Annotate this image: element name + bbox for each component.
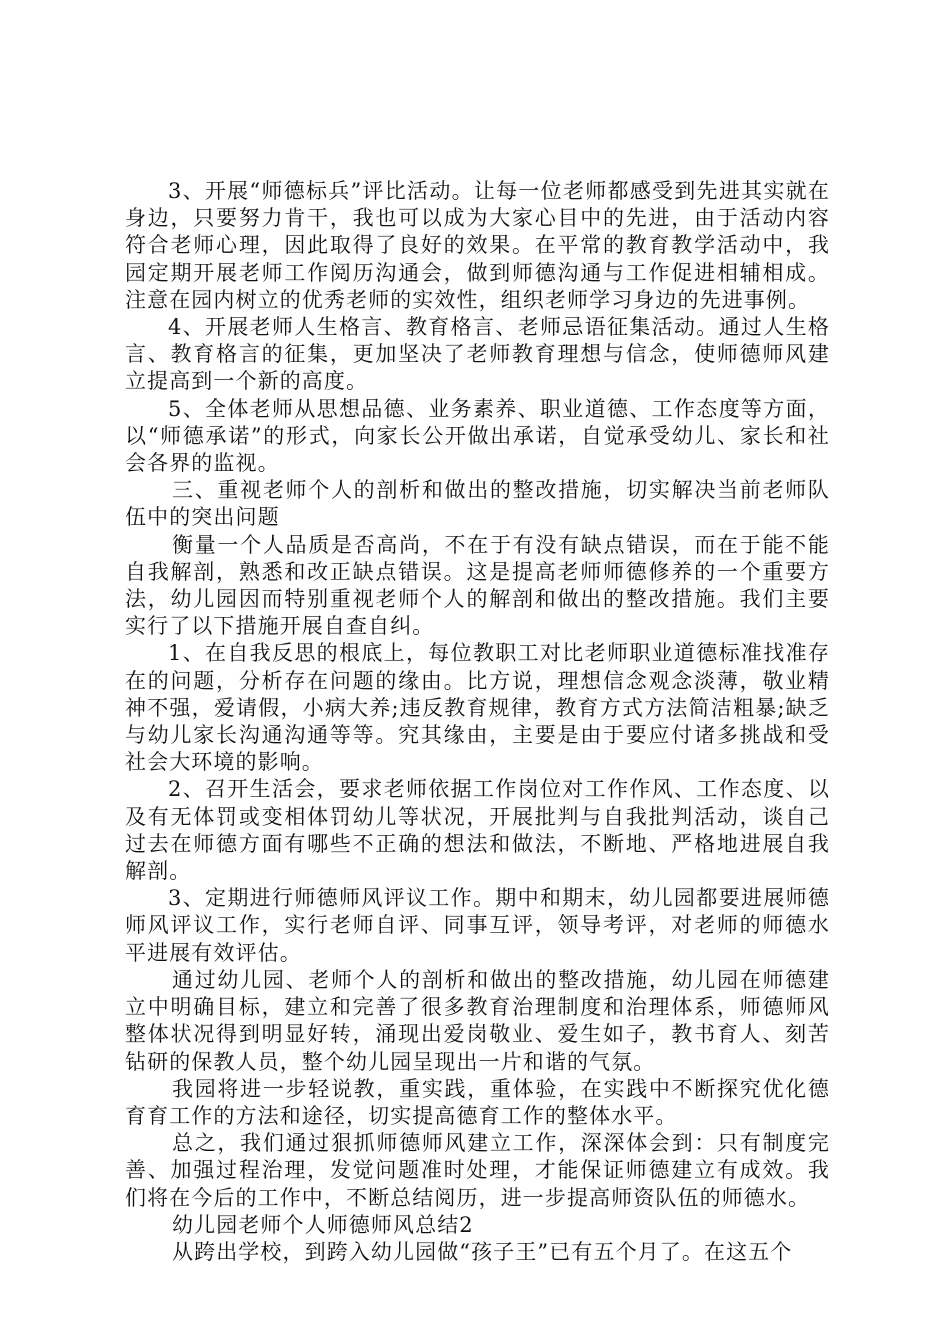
paragraph-3: 5、全体老师从思想品德、业务素养、职业道德、工作态度等方面，以“师德承诺”的形式，向家长公开做出承诺，自觉承受幼儿、家长和社会各界的监视。 (125, 396, 830, 476)
paragraph-11: 总之，我们通过狠抓师德师风建立工作，深深体会到：只有制度完善、加强过程治理，发觉问题准时处理，才能保证师德建立有成效。我们将在今后的工作中，不断总结阅历，进一步提高师资队伍的师德水。 (125, 1131, 830, 1210)
paragraph-2: 4、开展老师人生格言、教育格言、老师忌语征集活动。通过人生格言、教育格言的征集，更加坚决了老师教育理想与信念，使师德师风建立提高到一个新的高度。 (125, 315, 830, 394)
paragraph-5: 衡量一个人品质是否高尚，不在于有没有缺点错误，而在于能不能自我解剖，熟悉和改正缺点错误。这是提高老师师德修养的一个重要方法，幼儿园因而特别重视老师个人的解剖和做出的整改措施。我们主要实行了以下措施开展自查自纠。 (125, 532, 830, 639)
paragraph-10: 我园将进一步轻说教，重实践，重体验，在实践中不断探究优化德育育工作的方法和途径，切实提高德育工作的整体水平。 (125, 1076, 830, 1128)
section-heading-3: 三、重视老师个人的剖析和做出的整改措施，切实解决当前老师队伍中的突出问题 (125, 478, 830, 530)
document-body (125, 178, 830, 1266)
paragraph-9: 通过幼儿园、老师个人的剖析和做出的整改措施，幼儿园在师德建立中明确目标，建立和完善了很多教育治理制度和治理体系，师德师风整体状况得到明显好转，涌现出爱岗敬业、爱生如子，教书育人、刻苦钻研的保教人员，整个幼儿园呈现出一片和谐的气氛。 (125, 967, 830, 1074)
paragraph-1: 3、开展“师德标兵”评比活动。让每一位老师都感受到先进其实就在身边，只要努力肯干，我也可以成为大家心目中的先进，由于活动内容符合老师心理，因此取得了良好的效果。在平常的教育教学活动中，我园定期开展老师工作阅历沟通会，做到师德沟通与工作促进相辅相成。注意在园内树立的优秀老师的实效性，组织老师学习身边的先进事例。 (125, 179, 830, 312)
paragraph-6: 1、在自我反思的根底上，每位教职工对比老师职业道德标准找准存在的问题，分析存在问题的缘由。比方说，理想信念观念淡薄，敬业精神不强，爱请假，小病大养;违反教育规律，教育方式方法简洁粗暴;缺乏与幼儿家长沟通沟通等等。究其缘由，主要是由于要应付诸多挑战和受社会大环境的影响。 (125, 641, 830, 775)
paragraph-7: 2、召开生活会，要求老师依据工作岗位对工作作风、工作态度、以及有无体罚或变相体罚幼儿等状况，开展批判与自我批判活动，谈自己过去在师德方面有哪些不正确的想法和做法，不断地、严格地进展自我解剖。 (125, 777, 830, 884)
paragraph-8: 3、定期进行师德师风评议工作。期中和期末，幼儿园都要进展师德师风评议工作，实行老师自评、同事互评，领导考评，对老师的师德水平进展有效评估。 (125, 886, 830, 965)
paragraph-13: 从跨出学校，到跨入幼儿园做“孩子王”已有五个月了。在这五个 (172, 1239, 793, 1264)
subtitle-summary-2: 幼儿园老师个人师德师风总结2 (172, 1212, 474, 1237)
